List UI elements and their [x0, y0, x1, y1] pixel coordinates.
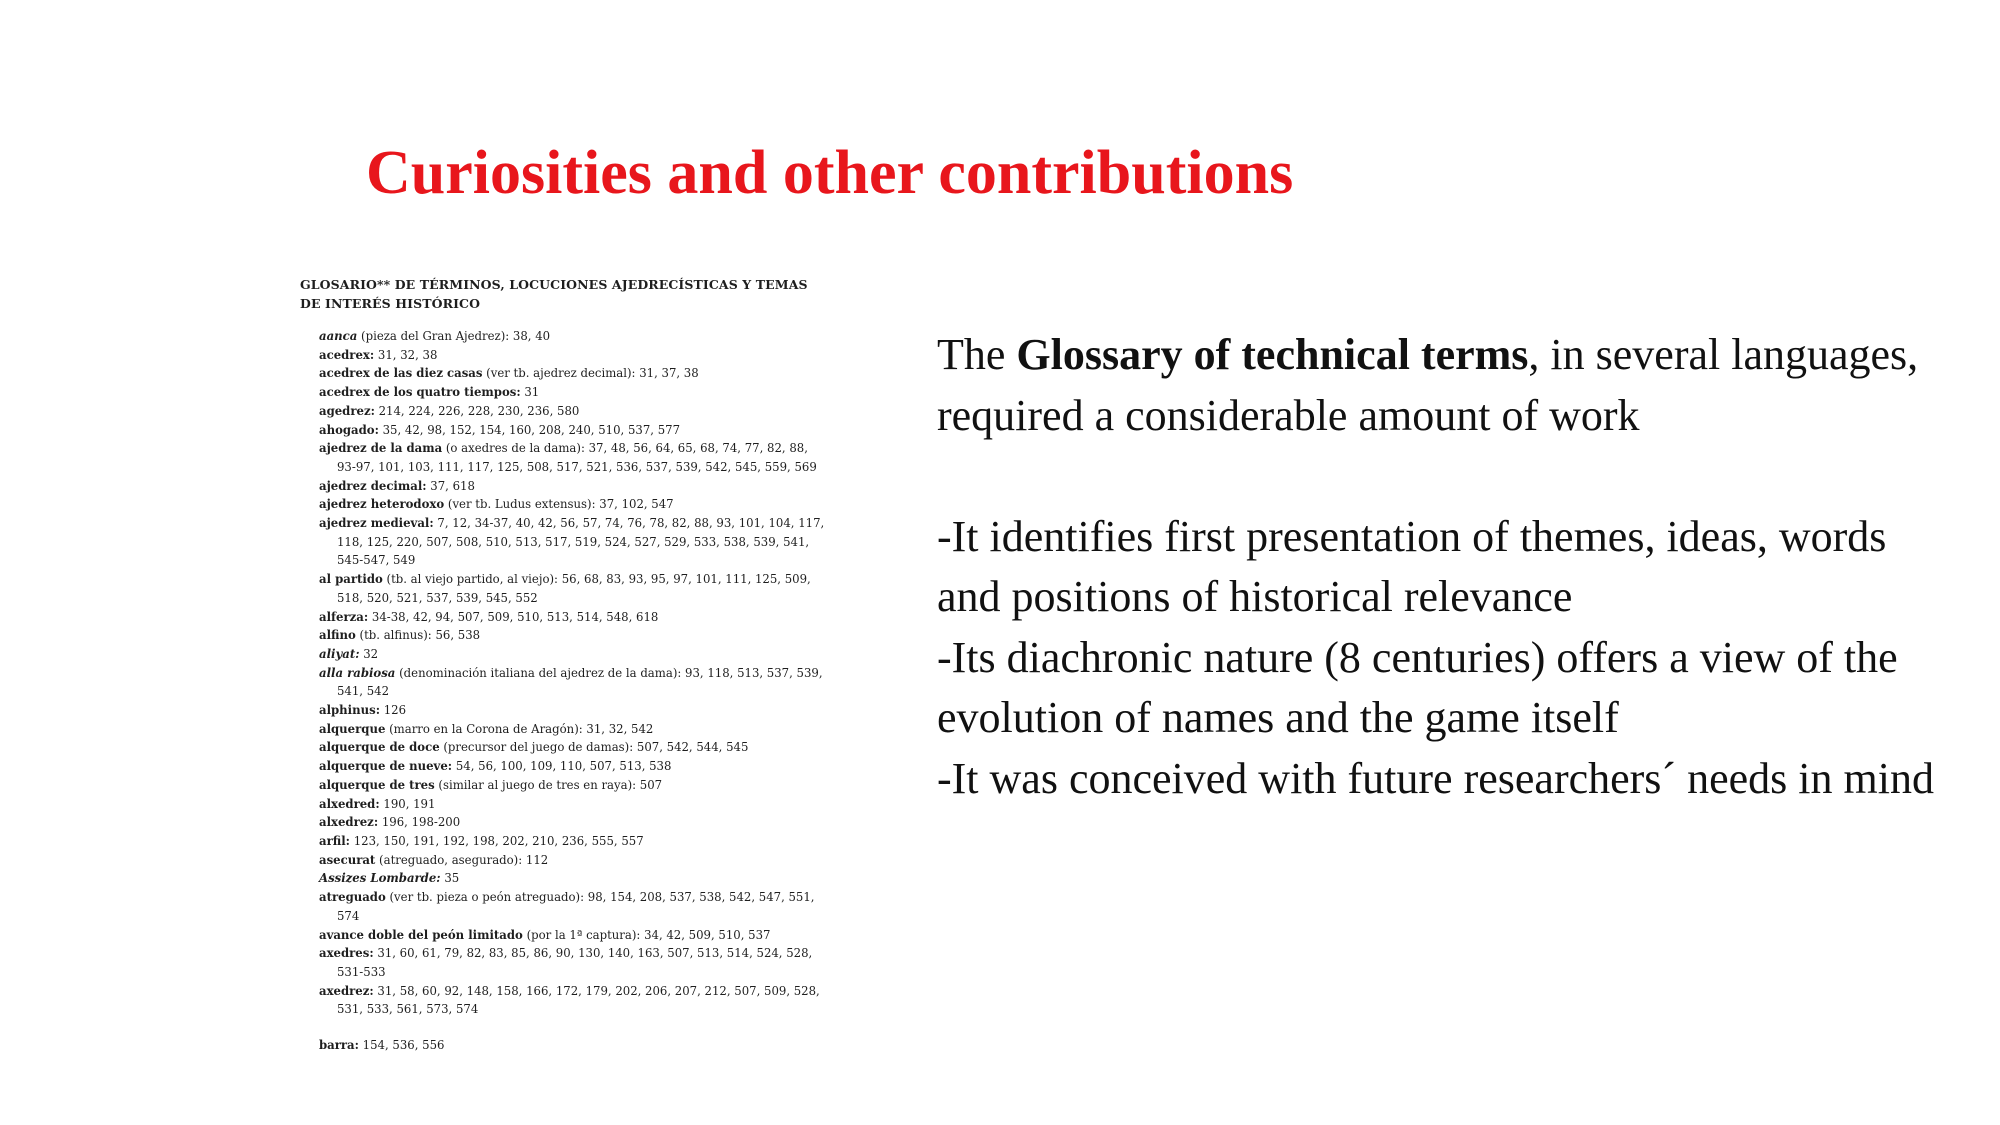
- glossary-term: ajedrez heterodoxo: [319, 497, 445, 512]
- glossary-term: aliyat:: [319, 646, 360, 661]
- glossary-term: acedrex:: [319, 347, 375, 362]
- glossary-term: aanca: [319, 329, 358, 343]
- glossary-entry: [319, 439, 830, 476]
- glossary-term-detail: 37, 618: [426, 478, 475, 493]
- glossary-entry: [319, 402, 830, 421]
- glossary-term-detail: 154, 536, 556: [358, 1038, 445, 1053]
- glossary-term-detail: 7, 12, 34-37, 40, 42, 56, 57, 74, 76, 78, 82, 88, 93, 101, 104, 117, 118, 125, 220, 507, 508, 510, 513, 517, 519, 524, 527, 529, 533, 538, 539, 541, 545-547, 549: [337, 516, 825, 568]
- glossary-entry: [319, 514, 830, 570]
- glossary-term: axedres:: [319, 946, 374, 961]
- glossary-term-detail: (atreguado, asegurado): 112: [375, 852, 549, 867]
- glossary-entry: [319, 664, 830, 701]
- glossary-entry: [319, 645, 830, 664]
- glossary-entry: [319, 327, 830, 346]
- glossary-entry: [319, 720, 830, 739]
- glossary-term-detail: 31, 58, 60, 92, 148, 158, 166, 172, 179, 202, 206, 207, 212, 507, 509, 528, 531, 533, 561, 573, 574: [337, 983, 820, 1017]
- glossary-term-detail: 31: [520, 385, 540, 400]
- glossary-term: ajedrez decimal:: [319, 478, 427, 493]
- glossary-entry: [319, 570, 830, 607]
- glossary-term-detail: (pieza del Gran Ajedrez): 38, 40: [357, 329, 551, 343]
- glossary-entry: [319, 495, 830, 514]
- glossary-entry: [319, 626, 830, 645]
- glossary-term-detail: 31, 32, 38: [374, 347, 438, 362]
- glossary-term: ahogado:: [319, 422, 379, 437]
- paragraph-spacer: [937, 446, 1957, 507]
- glossary-term-detail: (tb. al viejo partido, al viejo): 56, 68, 83, 93, 95, 97, 101, 111, 125, 509, 518, 520, 521, 537, 539, 545, 552: [337, 572, 811, 605]
- glossary-term-detail: (denominación italiana del ajedrez de la dama): 93, 118, 513, 537, 539, 541, 542: [337, 665, 823, 699]
- glossary-entry: [319, 776, 830, 795]
- glossary-term: alphinus:: [319, 703, 381, 718]
- glossary-entry: [319, 944, 830, 981]
- glossary-entry: [319, 869, 830, 888]
- glossary-term-detail: (marro en la Corona de Aragón): 31, 32, 542: [385, 721, 654, 736]
- glossary-entry-list: [300, 327, 830, 1055]
- glossary-term: alferza:: [319, 609, 369, 624]
- glossary-term: agedrez:: [319, 403, 375, 418]
- bullet-future-researchers: -It was conceived with future researchers´ needs in mind: [937, 753, 1934, 803]
- glossary-term: alquerque: [319, 721, 386, 736]
- glossary-term: axedrez:: [319, 983, 374, 998]
- glossary-term: alxedrez:: [319, 815, 379, 830]
- glossary-entry: [319, 1036, 830, 1055]
- bullet-first-presentation: -It identifies first presentation of themes, ideas, words and positions of historical relevance: [937, 511, 1887, 621]
- glossary-term-detail: (precursor del juego de damas): 507, 542, 544, 545: [439, 740, 749, 755]
- glossary-term-detail: 35: [440, 871, 460, 886]
- intro-bold-term: Glossary of technical terms: [1016, 330, 1529, 379]
- glossary-term-detail: 35, 42, 98, 152, 154, 160, 208, 240, 510, 537, 577: [378, 422, 681, 437]
- glossary-term-detail: (ver tb. Ludus extensus): 37, 102, 547: [444, 497, 674, 512]
- glossary-term: alquerque de doce: [319, 740, 440, 755]
- glossary-entry: [319, 832, 830, 851]
- glossary-term: acedrex de los quatro tiempos:: [319, 385, 521, 400]
- glossary-entry: [319, 701, 830, 720]
- slide-body: [937, 325, 1957, 809]
- glossary-term-detail: 123, 150, 191, 192, 198, 202, 210, 236, 555, 557: [349, 833, 644, 848]
- glossary-entry: [319, 477, 830, 496]
- glossary-term: alquerque de tres: [319, 777, 435, 792]
- glossary-entry: [319, 982, 830, 1019]
- intro-suffix: , in several languages, required a considerable amount of work: [937, 330, 1919, 440]
- glossary-entry: [319, 888, 830, 925]
- glossary-entry: [319, 813, 830, 832]
- glossary-entry: [319, 926, 830, 945]
- glossary-term-detail: 126: [380, 703, 407, 718]
- glossary-term-detail: 190, 191: [379, 796, 436, 811]
- glossary-entry: [319, 757, 830, 776]
- glossary-entry: [319, 383, 830, 402]
- glossary-heading-line-2: DE INTERÉS HISTÓRICO: [300, 296, 481, 311]
- glossary-term: Assizes Lombarde:: [319, 871, 441, 886]
- glossary-term-detail: (ver tb. pieza o peón atreguado): 98, 154, 208, 537, 538, 542, 547, 551, 574: [337, 890, 815, 923]
- glossary-term: alxedred:: [319, 796, 380, 811]
- glossary-term-detail: (tb. alfinus): 56, 538: [355, 628, 481, 643]
- glossary-term: alfino: [319, 628, 356, 643]
- intro-paragraph: [937, 325, 1957, 446]
- glossary-entry: [319, 346, 830, 365]
- glossary-entry: [319, 851, 830, 870]
- glossary-term-detail: (o axedres de la dama): 37, 48, 56, 64, 65, 68, 74, 77, 82, 88, 93-97, 101, 103, 111, 117, 125, 508, 517, 521, 536, 537, 539, 542, 545, 559, 569: [337, 441, 817, 474]
- glossary-term-detail: (ver tb. ajedrez decimal): 31, 37, 38: [482, 366, 699, 381]
- glossary-term-detail: 196, 198-200: [378, 815, 461, 830]
- glossary-term: avance doble del peón limitado: [319, 927, 523, 942]
- intro-prefix: The: [937, 330, 1017, 379]
- bullet-diachronic-nature: -Its diachronic nature (8 centuries) offers a view of the evolution of names and the game itself: [937, 632, 1898, 742]
- glossary-term: alla rabiosa: [319, 665, 396, 680]
- glossary-term: al partido: [319, 572, 383, 587]
- glossary-scan: [300, 275, 830, 1055]
- glossary-term: ajedrez de la dama: [319, 441, 443, 456]
- glossary-term-detail: 34-38, 42, 94, 507, 509, 510, 513, 514, 548, 618: [368, 609, 659, 624]
- glossary-entry: [319, 795, 830, 814]
- glossary-term-detail: 32: [359, 646, 379, 661]
- glossary-heading-line-1: GLOSARIO** DE TÉRMINOS, LOCUCIONES AJEDRECÍSTICAS Y TEMAS: [300, 277, 808, 292]
- glossary-term: barra:: [319, 1038, 359, 1053]
- glossary-entry: [319, 364, 830, 383]
- glossary-heading: [300, 275, 830, 313]
- glossary-entry: [319, 421, 830, 440]
- glossary-term: asecurat: [319, 852, 376, 867]
- glossary-term: arfil:: [319, 833, 350, 848]
- glossary-term-detail: 214, 224, 226, 228, 230, 236, 580: [374, 403, 580, 418]
- glossary-entry: [319, 738, 830, 757]
- glossary-term: alquerque de nueve:: [319, 759, 453, 774]
- glossary-term: atreguado: [319, 890, 386, 905]
- glossary-term: ajedrez medieval:: [319, 516, 434, 531]
- glossary-term: acedrex de las diez casas: [319, 366, 483, 381]
- glossary-term-detail: (similar al juego de tres en raya): 507: [434, 777, 663, 792]
- glossary-term-detail: 54, 56, 100, 109, 110, 507, 513, 538: [452, 759, 672, 774]
- glossary-term-detail: (por la 1ª captura): 34, 42, 509, 510, 537: [522, 927, 771, 942]
- glossary-term-detail: 31, 60, 61, 79, 82, 83, 85, 86, 90, 130, 140, 163, 507, 513, 514, 524, 528, 531-533: [337, 946, 813, 979]
- slide-title: Curiosities and other contributions: [366, 139, 1294, 207]
- glossary-entry: [319, 608, 830, 627]
